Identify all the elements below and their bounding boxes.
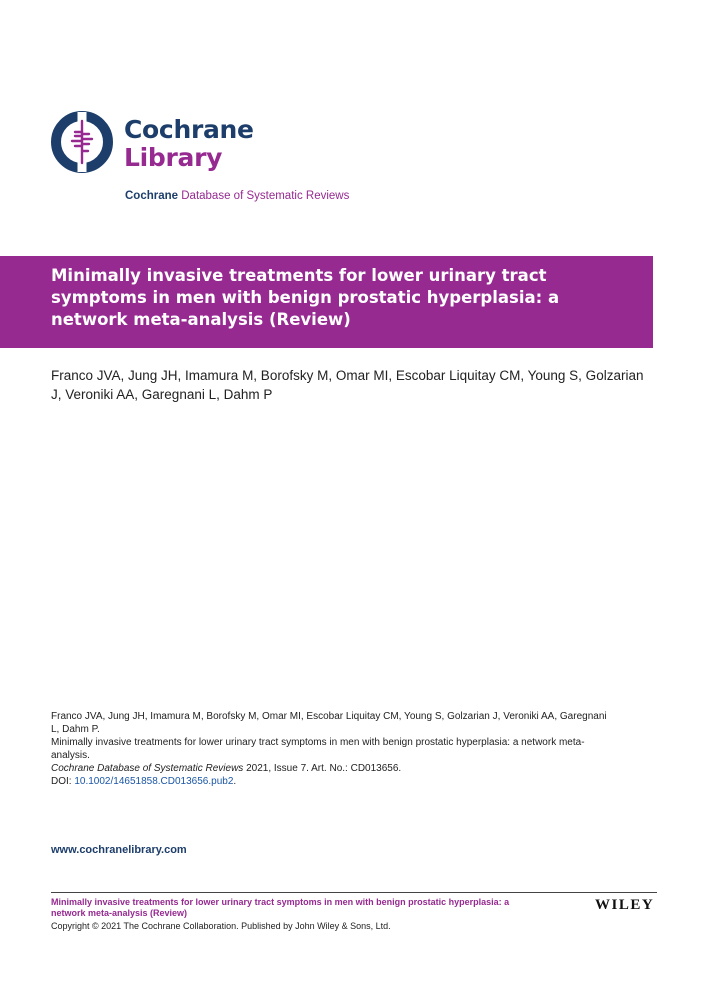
database-name-strong: Cochrane: [125, 190, 179, 202]
logo-word-library: Library: [124, 143, 223, 172]
cochrane-logo-icon: [50, 110, 114, 174]
citation-title: Minimally invasive treatments for lower urinary tract symptoms in men with benign prostatic hyperplasia: a network meta-analysis.: [51, 737, 585, 761]
footer-title: Minimally invasive treatments for lower urinary tract symptoms in men with benign prostatic hyperplasia: a network meta-analysis (Review): [51, 897, 510, 918]
copyright-notice: Copyright © 2021 The Cochrane Collaboration. Published by John Wiley & Sons, Ltd.: [51, 921, 391, 931]
doi-end: .: [233, 776, 237, 787]
footer-divider: [51, 892, 657, 893]
logo-word-cochrane: Cochrane: [124, 115, 254, 144]
citation-source: [51, 762, 611, 775]
database-name-rest: Database of Systematic Reviews: [181, 190, 350, 202]
wiley-logo: WILEY: [595, 897, 655, 913]
citation-doi: [51, 775, 611, 788]
citation-journal: Cochrane Database of Systematic Reviews: [51, 763, 244, 774]
doi-label: DOI:: [51, 776, 75, 787]
review-title: Minimally invasive treatments for lower urinary tract symptoms in men with benign prostatic hyperplasia: a network meta-analysis (Review): [51, 266, 560, 329]
citation-details: 2021, Issue 7. Art. No.: CD013656.: [243, 763, 402, 774]
database-name: [125, 189, 349, 203]
website-link[interactable]: www.cochranelibrary.com: [51, 844, 187, 856]
author-list: Franco JVA, Jung JH, Imamura M, Borofsky M, Omar MI, Escobar Liquitay CM, Young S, Golzarian J, Veroniki AA, Garegnani L, Dahm P: [51, 368, 644, 402]
citation-block: [51, 710, 611, 788]
doi-link[interactable]: 10.1002/14651858.CD013656.pub2: [74, 776, 234, 787]
citation-authors: Franco JVA, Jung JH, Imamura M, Borofsky M, Omar MI, Escobar Liquitay CM, Young S, Golzarian J, Veroniki AA, Garegnani L, Dahm P.: [51, 711, 607, 735]
